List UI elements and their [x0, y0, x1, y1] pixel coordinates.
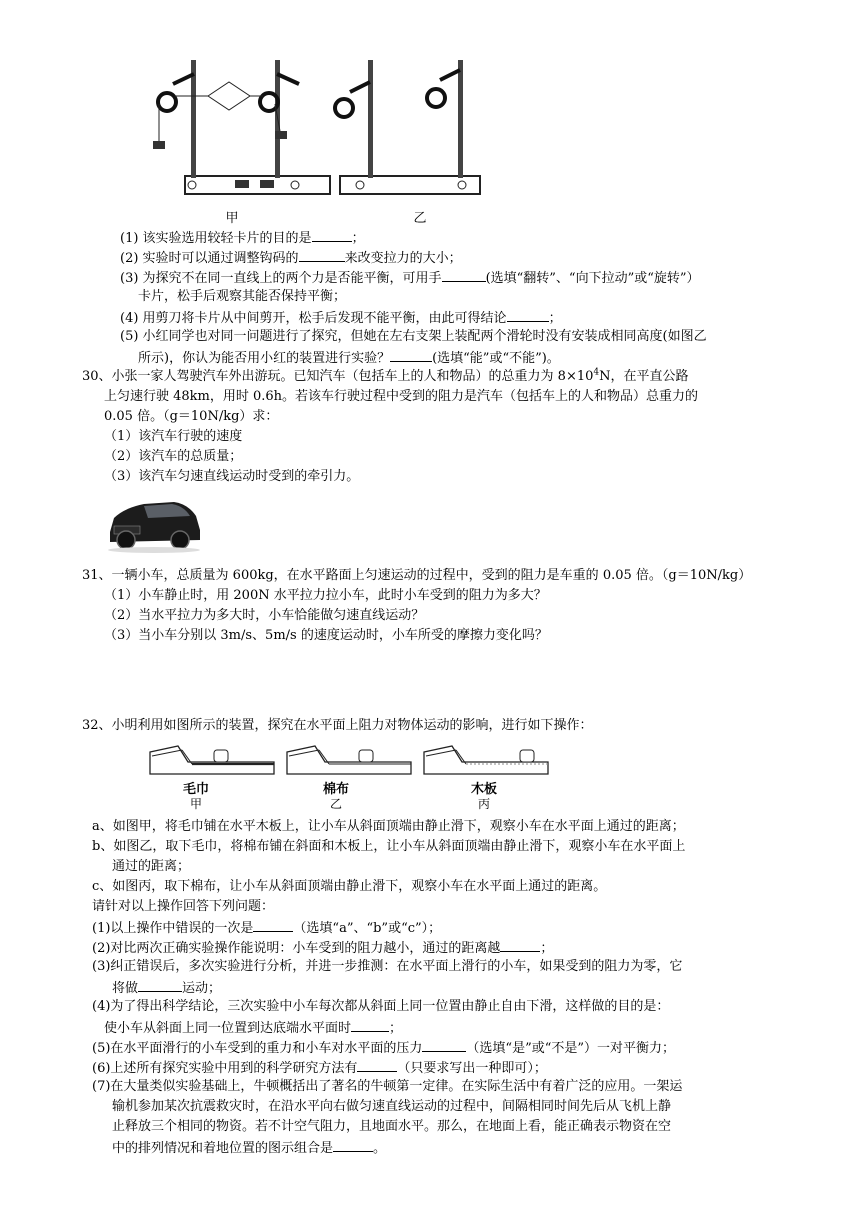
incline-cotton-figure	[285, 742, 415, 782]
q29-line-1: (1) 该实验选用较轻卡片的目的是 ；	[120, 227, 365, 249]
q29-line-5: (5) 小红同学也对同一问题进行了探究，但她在左右支架上装配两个滑轮时没有安装成相同高度(如图乙	[120, 329, 707, 344]
q32-question-1: (1)以上操作中错误的一次是 （选填“a”、“b”或“c”）；	[92, 917, 441, 939]
q29-line-5b: 所示)，你认为能否用小红的装置进行实验？ (选填“能”或“不能”)。	[138, 347, 560, 369]
answer-blank[interactable]	[442, 267, 486, 282]
surface-label-cotton: 棉布	[322, 782, 349, 797]
q29-line-4: (4) 用剪刀将卡片从中间剪开，松手后发现不能平衡，由此可得结论 ；	[120, 307, 562, 329]
answer-blank[interactable]	[299, 247, 345, 262]
q32-question-6: (6)上述所有探究实验中用到的科学研究方法有 （只要求写出一种即可）；	[92, 1057, 547, 1079]
answer-blank[interactable]	[357, 1057, 397, 1072]
q32-question-7d: 中的排列情况和着地位置的图示组合是 。	[112, 1137, 386, 1159]
q32-question-3b: 将做 运动；	[112, 977, 221, 999]
q32-question-2: (2)对比两次正确实验操作能说明：小车受到的阻力越小，通过的距离越 ；	[92, 937, 553, 959]
q31-stem: 31、一辆小车，总质量为 600kg，在水平路面上匀速运动的过程中，受到的阻力是车重的 0.05 倍。（g＝10N/kg）	[82, 568, 752, 583]
answer-blank[interactable]	[253, 917, 293, 932]
incline-towel-figure	[148, 742, 278, 782]
answer-blank[interactable]	[333, 1137, 373, 1152]
q32-question-5: (5)在水平面滑行的小车受到的重力和小车对水平面的压力 （选填“是”或“不是”）一对平衡力；	[92, 1037, 675, 1059]
q30-item-2: （2）该汽车的总质量；	[104, 449, 243, 464]
q32-question-7: (7)在大量类似实验基础上，牛顿概括出了著名的牛顿第一定律。在实际生活中有着广泛的应用。一架运	[92, 1079, 683, 1094]
answer-blank[interactable]	[390, 347, 432, 362]
q30-stem-3: 0.05 倍。（g＝10N/kg）求：	[104, 409, 279, 424]
incline-wood-figure	[422, 742, 552, 782]
surface-label-wood: 木板	[470, 782, 497, 797]
q31-item-1: （1）小车静止时，用 200N 水平拉力拉小车，此时小车受到的阻力为多大？	[104, 588, 547, 603]
answer-blank[interactable]	[138, 977, 182, 992]
q32-step-a: a、如图甲，将毛巾铺在水平木板上，让小车从斜面顶端由静止滑下，观察小车在水平面上通过的距离；	[92, 819, 685, 834]
q32-question-3: (3)纠正错误后，多次实验进行分析，并进一步推测：在水平面上滑行的小车，如果受到的阻力为零，它	[92, 959, 683, 974]
q30-stem-1: 30、小张一家人驾驶汽车外出游玩。已知汽车（包括车上的人和物品）的总重力为 $8\times 10^4N$，在平直公路	[82, 367, 689, 384]
suv-car-image	[104, 488, 204, 556]
q31-item-2: （2）当水平拉力为多大时，小车恰能做匀速直线运动？	[104, 608, 425, 623]
answer-blank[interactable]	[422, 1037, 466, 1052]
surface-tag-bing: 丙	[477, 797, 490, 811]
q30-item-1: （1）该汽车行驶的速度	[104, 429, 243, 444]
figure-label-jia: 甲	[225, 211, 239, 226]
surface-tag-jia: 甲	[189, 797, 202, 811]
answer-blank[interactable]	[507, 307, 549, 322]
q29-line-3: (3) 为探究不在同一直线上的两个力是否能平衡，可用手 (选填“翻转”、“向下拉动”或“旋转”）	[120, 267, 700, 289]
pulley-apparatus-figure-b	[330, 56, 500, 206]
q32-question-4b: 使小车从斜面上同一位置到达底端水平面时 ；	[104, 1017, 402, 1039]
q29-line-2: (2) 实验时可以通过调整钩码的 来改变拉力的大小；	[120, 247, 462, 269]
q29-line-3b: 卡片，松手后观察其能否保持平衡；	[138, 289, 347, 304]
q30-stem-2: 上匀速行驶 48km，用时 0.6h。若该车行驶过程中受到的阻力是汽车（包括车上的人和物品）总重力的	[104, 389, 699, 404]
q32-step-b: b、如图乙，取下毛巾，将棉布铺在斜面和木板上，让小车从斜面顶端由静止滑下，观察小车在水平面上	[92, 839, 686, 854]
q32-question-7b: 输机参加某次抗震救灾时，在沿水平向右做匀速直线运动的过程中，间隔相同时间先后从飞机上静	[112, 1099, 672, 1114]
surface-tag-yi: 乙	[329, 797, 342, 811]
answer-blank[interactable]	[351, 1017, 389, 1032]
answer-blank[interactable]	[500, 937, 540, 952]
pulley-apparatus-figure	[145, 56, 345, 206]
q32-question-4: (4)为了得出科学结论，三次实验中小车每次都从斜面上同一位置由静止自由下滑，这样做的目的是：	[92, 999, 670, 1014]
q32-stem: 32、小明利用如图所示的装置，探究在水平面上阻力对物体运动的影响，进行如下操作：	[82, 718, 593, 733]
q32-prompt: 请针对以上操作回答下列问题：	[92, 899, 275, 914]
q32-question-7c: 止释放三个相同的物资。若不计空气阻力，且地面水平。那么，在地面上看，能正确表示物资在空	[112, 1119, 672, 1134]
q31-item-3: （3）当小车分别以 3m/s、5m/s 的速度运动时，小车所受的摩擦力变化吗？	[104, 628, 548, 643]
q30-item-3: （3）该汽车匀速直线运动时受到的牵引力。	[104, 469, 360, 484]
q32-step-c: c、如图丙，取下棉布，让小车从斜面顶端由静止滑下，观察小车在水平面上通过的距离。	[92, 879, 607, 894]
answer-blank[interactable]	[312, 227, 352, 242]
figure-label-yi: 乙	[413, 211, 427, 226]
q32-step-b2: 通过的距离；	[112, 859, 191, 874]
surface-label-towel: 毛巾	[182, 782, 209, 797]
